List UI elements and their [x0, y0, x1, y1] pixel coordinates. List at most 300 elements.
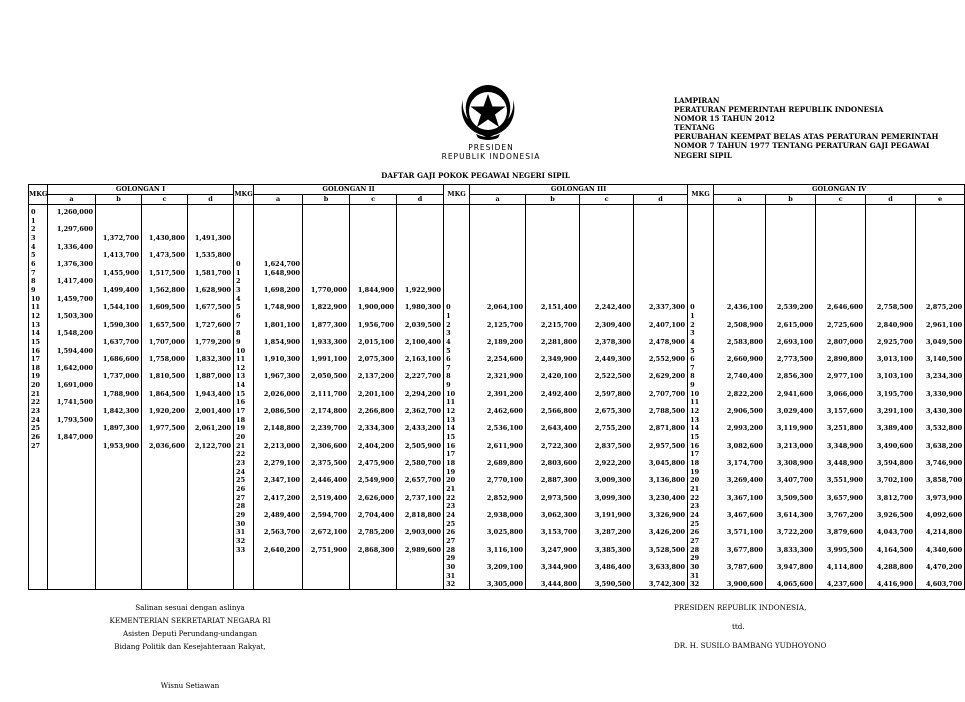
salary-cell [634, 381, 688, 390]
salary-cell [142, 485, 188, 494]
mkg-cell: 18 [444, 459, 470, 468]
salary-cell: 2,462,600 [470, 407, 526, 416]
salary-cell [526, 225, 580, 234]
table-row [29, 225, 965, 234]
mkg-cell: 12 [29, 312, 48, 321]
salary-cell [142, 528, 188, 537]
document-title: DAFTAR GAJI POKOK PEGAWAI NEGERI SIPIL [381, 171, 570, 180]
salary-cell: 3,025,800 [470, 528, 526, 537]
table-row [29, 537, 965, 546]
salary-cell [142, 520, 188, 529]
salary-cell [48, 563, 96, 572]
salary-cell [303, 450, 350, 459]
salary-cell [397, 450, 444, 459]
salary-cell [580, 217, 634, 226]
salary-cell [397, 433, 444, 442]
salary-cell: 2,100,400 [397, 338, 444, 347]
salary-cell: 2,015,100 [350, 338, 397, 347]
salary-cell [526, 572, 580, 581]
salary-cell [816, 520, 866, 529]
mkg-cell [444, 217, 470, 226]
salary-cell: 2,375,500 [303, 459, 350, 468]
attestation-line: Asisten Deputi Perundang-undangan [123, 629, 257, 638]
salary-cell: 3,947,800 [766, 563, 816, 572]
mkg-header: MKG [29, 185, 48, 205]
mkg-cell: 13 [444, 416, 470, 425]
mkg-cell [234, 243, 254, 252]
salary-cell [916, 381, 965, 390]
salary-cell: 2,957,500 [634, 442, 688, 451]
salary-cell: 1,624,700 [254, 260, 303, 269]
salary-cell [580, 234, 634, 243]
salary-cell: 2,378,300 [580, 338, 634, 347]
salary-cell [188, 312, 234, 321]
mkg-cell: 10 [444, 390, 470, 399]
salary-cell [470, 554, 526, 563]
table-row [29, 205, 965, 217]
mkg-cell [29, 468, 48, 477]
salary-cell: 2,563,700 [254, 528, 303, 537]
salary-cell [397, 243, 444, 252]
salary-cell [397, 234, 444, 243]
mkg-cell [234, 225, 254, 234]
salary-cell [580, 329, 634, 338]
mkg-cell [688, 295, 714, 304]
salary-cell [816, 398, 866, 407]
salary-cell [350, 485, 397, 494]
salary-cell: 3,230,400 [634, 494, 688, 503]
salary-cell [470, 468, 526, 477]
salary-cell [634, 295, 688, 304]
salary-cell: 3,045,800 [634, 459, 688, 468]
salary-cell: 2,871,800 [634, 424, 688, 433]
mkg-cell: 24 [444, 511, 470, 520]
salary-cell: 1,922,900 [397, 286, 444, 295]
salary-cell: 1,956,700 [350, 321, 397, 330]
salary-cell: 3,367,100 [714, 494, 766, 503]
salary-cell [188, 398, 234, 407]
table-row [29, 295, 965, 304]
mkg-cell: 7 [29, 269, 48, 278]
salary-cell [714, 364, 766, 373]
mkg-cell: 30 [688, 563, 714, 572]
salary-cell: 2,026,000 [254, 390, 303, 399]
salary-cell [634, 450, 688, 459]
salary-cell [96, 537, 142, 546]
salary-cell [350, 225, 397, 234]
salary-cell [96, 312, 142, 321]
mkg-cell: 1 [234, 269, 254, 278]
mkg-cell [29, 511, 48, 520]
salary-cell: 1,260,000 [48, 205, 96, 217]
mkg-cell: 25 [234, 476, 254, 485]
mkg-cell: 26 [29, 433, 48, 442]
table-row [29, 269, 965, 278]
mkg-cell [234, 251, 254, 260]
salary-cell: 1,977,500 [142, 424, 188, 433]
mkg-cell: 21 [688, 485, 714, 494]
table-row [29, 372, 965, 381]
mkg-cell: 8 [688, 372, 714, 381]
mkg-cell [444, 243, 470, 252]
golongan-header: GOLONGAN II [254, 185, 444, 195]
salary-cell [142, 329, 188, 338]
salary-cell: 3,702,100 [866, 476, 916, 485]
salary-cell [254, 502, 303, 511]
salary-cell [142, 205, 188, 217]
salary-cell [634, 277, 688, 286]
sub-header: a [714, 195, 766, 205]
salary-cell: 2,148,800 [254, 424, 303, 433]
salary-cell [816, 347, 866, 356]
president-line-1: PRESIDEN [468, 143, 514, 152]
salary-cell: 3,251,800 [816, 424, 866, 433]
salary-cell [142, 450, 188, 459]
attestation-line [100, 653, 280, 666]
salary-cell [916, 329, 965, 338]
salary-cell: 1,788,900 [96, 390, 142, 399]
sub-header: b [766, 195, 816, 205]
sub-header: c [142, 195, 188, 205]
salary-cell: 1,609,500 [142, 303, 188, 312]
salary-cell [254, 234, 303, 243]
salary-cell: 1,822,900 [303, 303, 350, 312]
mkg-cell: 14 [29, 329, 48, 338]
salary-cell: 3,528,500 [634, 546, 688, 555]
mkg-cell [688, 243, 714, 252]
salary-cell [96, 580, 142, 589]
mkg-cell [29, 502, 48, 511]
salary-cell [526, 205, 580, 217]
salary-cell [350, 217, 397, 226]
salary-cell [48, 303, 96, 312]
mkg-cell: 9 [688, 381, 714, 390]
salary-cell [766, 364, 816, 373]
salary-cell [714, 502, 766, 511]
salary-cell [766, 381, 816, 390]
salary-cell [96, 520, 142, 529]
salary-cell: 3,594,800 [866, 459, 916, 468]
salary-cell [48, 251, 96, 260]
salary-cell [526, 381, 580, 390]
salary-cell [470, 243, 526, 252]
mkg-cell: 26 [688, 528, 714, 537]
salary-cell: 4,237,600 [816, 580, 866, 589]
salary-cell [714, 260, 766, 269]
mkg-cell: 4 [688, 338, 714, 347]
salary-cell [254, 295, 303, 304]
salary-cell: 3,430,300 [916, 407, 965, 416]
salary-cell [526, 243, 580, 252]
salary-cell: 1,801,100 [254, 321, 303, 330]
mkg-cell: 28 [234, 502, 254, 511]
mkg-cell: 16 [444, 442, 470, 451]
table-row [29, 494, 965, 503]
salary-cell: 2,657,700 [397, 476, 444, 485]
salary-cell [96, 433, 142, 442]
salary-cell [303, 580, 350, 589]
salary-cell: 2,993,200 [714, 424, 766, 433]
table-row [29, 286, 965, 295]
salary-cell: 2,552,900 [634, 355, 688, 364]
salary-cell [816, 572, 866, 581]
table-row [29, 554, 965, 563]
salary-cell [48, 468, 96, 477]
salary-cell [142, 502, 188, 511]
salary-cell [350, 205, 397, 217]
salary-cell [526, 502, 580, 511]
salary-cell [580, 347, 634, 356]
salary-cell [580, 502, 634, 511]
salary-cell [816, 364, 866, 373]
salary-cell: 1,854,900 [254, 338, 303, 347]
salary-cell: 1,832,300 [188, 355, 234, 364]
salary-cell [96, 476, 142, 485]
mkg-cell: 30 [234, 520, 254, 529]
salary-cell [866, 364, 916, 373]
salary-cell: 2,758,500 [866, 303, 916, 312]
salary-cell [526, 554, 580, 563]
salary-cell: 2,707,700 [634, 390, 688, 399]
sub-header: d [634, 195, 688, 205]
salary-cell: 1,517,500 [142, 269, 188, 278]
salary-cell [142, 243, 188, 252]
salary-cell: 3,157,600 [816, 407, 866, 416]
mkg-cell [234, 217, 254, 226]
table-row [29, 502, 965, 511]
salary-cell: 3,389,400 [866, 424, 916, 433]
salary-cell [254, 572, 303, 581]
salary-cell: 1,953,900 [96, 442, 142, 451]
salary-cell [254, 563, 303, 572]
salary-cell [303, 520, 350, 529]
mkg-cell: 1 [29, 217, 48, 226]
salary-cell [350, 468, 397, 477]
salary-cell [350, 398, 397, 407]
salary-cell: 3,330,900 [916, 390, 965, 399]
salary-cell: 1,336,400 [48, 243, 96, 252]
salary-cell: 4,288,800 [866, 563, 916, 572]
mkg-cell [29, 580, 48, 589]
salary-cell: 1,910,300 [254, 355, 303, 364]
salary-cell [48, 537, 96, 546]
mkg-cell: 21 [234, 442, 254, 451]
mkg-cell: 20 [688, 476, 714, 485]
salary-cell [188, 243, 234, 252]
salary-cell [254, 433, 303, 442]
salary-cell: 2,281,800 [526, 338, 580, 347]
mkg-cell [29, 520, 48, 529]
salary-cell [350, 295, 397, 304]
salary-cell [350, 433, 397, 442]
header-line: PERATURAN PEMERINTAH REPUBLIK INDONESIA [674, 105, 884, 115]
salary-cell: 2,227,700 [397, 372, 444, 381]
mkg-cell: 5 [29, 251, 48, 260]
mkg-cell: 15 [444, 433, 470, 442]
salary-cell [714, 225, 766, 234]
salary-cell [816, 260, 866, 269]
salary-cell [48, 286, 96, 295]
salary-cell [350, 251, 397, 260]
salary-cell: 2,362,700 [397, 407, 444, 416]
salary-cell: 2,583,800 [714, 338, 766, 347]
salary-cell [303, 485, 350, 494]
salary-cell: 3,426,200 [634, 528, 688, 537]
salary-cell: 3,486,400 [580, 563, 634, 572]
salary-cell [580, 277, 634, 286]
salary-cell: 2,163,100 [397, 355, 444, 364]
salary-cell: 2,887,300 [526, 476, 580, 485]
salary-cell [48, 450, 96, 459]
salary-cell: 1,877,300 [303, 321, 350, 330]
salary-cell [580, 485, 634, 494]
mkg-cell: 33 [234, 546, 254, 555]
salary-cell [816, 381, 866, 390]
salary-cell: 1,637,700 [96, 338, 142, 347]
salary-cell [866, 251, 916, 260]
mkg-cell [444, 234, 470, 243]
salary-cell [580, 205, 634, 217]
salary-cell [470, 416, 526, 425]
salary-cell [916, 217, 965, 226]
mkg-cell: 16 [29, 347, 48, 356]
salary-cell [254, 468, 303, 477]
salary-cell [866, 537, 916, 546]
salary-cell: 3,191,900 [580, 511, 634, 520]
salary-cell [714, 554, 766, 563]
salary-cell: 2,239,700 [303, 424, 350, 433]
salary-cell [254, 329, 303, 338]
table-row [29, 450, 965, 459]
salary-cell: 3,136,800 [634, 476, 688, 485]
salary-cell: 2,174,800 [303, 407, 350, 416]
salary-cell [766, 251, 816, 260]
salary-cell: 3,812,700 [866, 494, 916, 503]
mkg-cell: 20 [29, 381, 48, 390]
salary-cell: 1,376,300 [48, 260, 96, 269]
salary-cell [397, 364, 444, 373]
sub-header: d [397, 195, 444, 205]
salary-cell [188, 217, 234, 226]
mkg-cell: 7 [444, 364, 470, 373]
salary-cell [350, 554, 397, 563]
salary-cell [188, 381, 234, 390]
salary-cell [397, 312, 444, 321]
salary-cell [303, 563, 350, 572]
salary-cell [916, 243, 965, 252]
salary-cell: 3,509,500 [766, 494, 816, 503]
salary-cell: 4,603,700 [916, 580, 965, 589]
salary-cell: 1,499,400 [96, 286, 142, 295]
salary-cell: 2,539,200 [766, 303, 816, 312]
salary-cell [96, 381, 142, 390]
table-row [29, 277, 965, 286]
salary-cell [303, 398, 350, 407]
mkg-cell: 31 [444, 572, 470, 581]
salary-cell: 2,242,400 [580, 303, 634, 312]
salary-cell: 2,549,900 [350, 476, 397, 485]
salary-cell: 3,722,200 [766, 528, 816, 537]
salary-cell [96, 546, 142, 555]
salary-cell: 1,991,100 [303, 355, 350, 364]
salary-cell: 2,279,100 [254, 459, 303, 468]
salary-cell: 1,544,100 [96, 303, 142, 312]
salary-cell [48, 355, 96, 364]
salary-cell [254, 520, 303, 529]
salary-cell: 1,686,600 [96, 355, 142, 364]
salary-cell [397, 416, 444, 425]
sub-header: a [470, 195, 526, 205]
salary-cell [397, 554, 444, 563]
salary-cell [96, 494, 142, 503]
salary-cell: 3,551,900 [816, 476, 866, 485]
salary-cell [634, 398, 688, 407]
salary-cell [714, 398, 766, 407]
salary-cell [188, 416, 234, 425]
salary-cell: 3,746,900 [916, 459, 965, 468]
salary-cell [470, 572, 526, 581]
attestation-line: Bidang Politik dan Kesejahteraan Rakyat, [114, 642, 266, 651]
salary-cell [866, 485, 916, 494]
salary-cell: 3,858,700 [916, 476, 965, 485]
salary-cell [142, 225, 188, 234]
salary-cell [350, 260, 397, 269]
salary-cell [526, 260, 580, 269]
golongan-header: GOLONGAN I [48, 185, 234, 195]
salary-cell: 3,348,900 [816, 442, 866, 451]
salary-cell [142, 433, 188, 442]
salary-cell [470, 537, 526, 546]
salary-cell [48, 269, 96, 278]
salary-cell [397, 502, 444, 511]
salary-cell: 1,779,200 [188, 338, 234, 347]
salary-cell [397, 468, 444, 477]
mkg-cell [29, 485, 48, 494]
salary-cell: 1,887,000 [188, 372, 234, 381]
salary-cell [254, 347, 303, 356]
salary-cell [816, 468, 866, 477]
salary-cell: 1,758,000 [142, 355, 188, 364]
salary-cell [916, 398, 965, 407]
mkg-cell: 13 [688, 416, 714, 425]
mkg-cell: 6 [444, 355, 470, 364]
salary-cell [397, 580, 444, 589]
salary-cell [580, 286, 634, 295]
salary-cell [816, 234, 866, 243]
mkg-cell [444, 260, 470, 269]
salary-cell [634, 260, 688, 269]
salary-cell [142, 459, 188, 468]
salary-cell: 2,334,300 [350, 424, 397, 433]
salary-cell: 3,269,400 [714, 476, 766, 485]
salary-cell: 2,938,000 [470, 511, 526, 520]
salary-cell: 2,321,900 [470, 372, 526, 381]
salary-cell [816, 416, 866, 425]
salary-cell [580, 572, 634, 581]
salary-cell: 2,137,200 [350, 372, 397, 381]
attestation-signer: Wisnu Setiawan [160, 681, 220, 690]
salary-cell: 1,297,600 [48, 225, 96, 234]
salary-cell: 3,633,800 [634, 563, 688, 572]
table-row [29, 338, 965, 347]
salary-cell [916, 251, 965, 260]
mkg-cell [444, 269, 470, 278]
table-row [29, 416, 965, 425]
mkg-cell [688, 277, 714, 286]
salary-cell: 1,594,400 [48, 347, 96, 356]
salary-cell [303, 295, 350, 304]
salary-cell: 3,657,900 [816, 494, 866, 503]
